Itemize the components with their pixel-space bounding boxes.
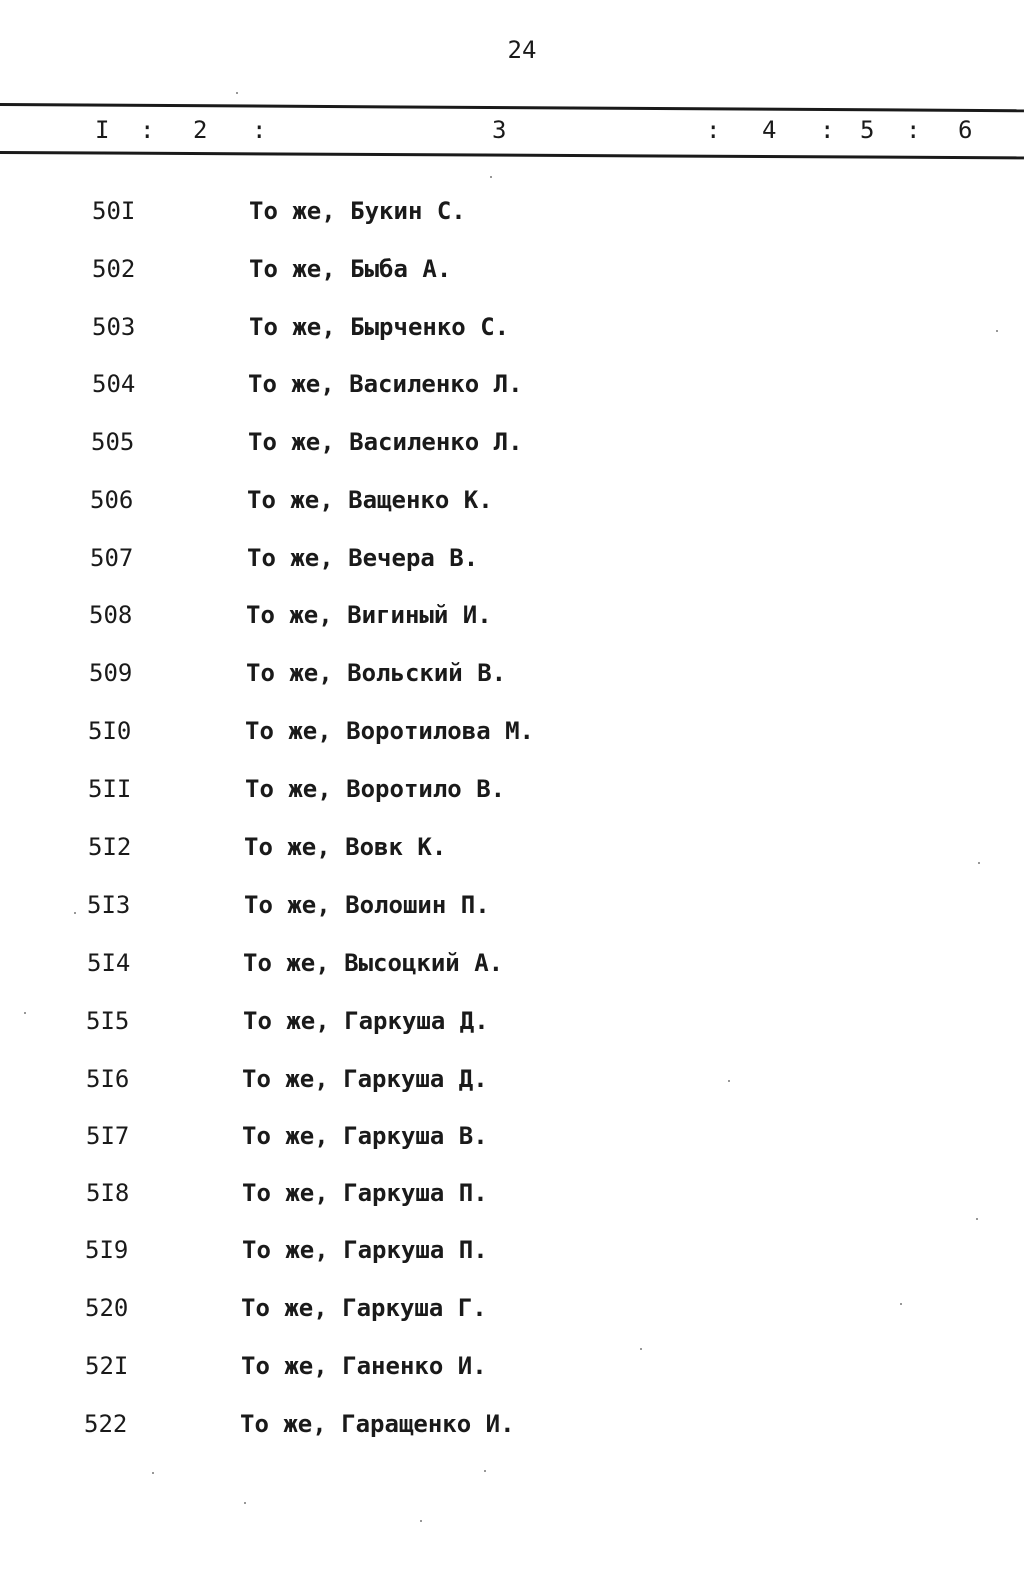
record-text: То же, Воротилова М.	[245, 717, 534, 745]
record-number: 502	[92, 255, 136, 283]
record-text: То же, Вигиный И.	[246, 601, 492, 629]
header-bottom-rule	[0, 151, 1024, 159]
list-item	[0, 1410, 1024, 1450]
column-header-2: 2	[193, 116, 208, 144]
record-number: 52I	[85, 1352, 129, 1380]
record-text: То же, Василенко Л.	[248, 428, 523, 456]
record-text: То же, Гаркуша Д.	[242, 1065, 488, 1093]
scan-speck	[490, 176, 492, 178]
scan-speck	[640, 1348, 642, 1350]
record-text: То же, Гаркуша Г.	[241, 1294, 487, 1322]
list-item	[0, 891, 1024, 931]
scan-speck	[900, 1303, 902, 1305]
record-number: 506	[90, 486, 134, 514]
list-item	[0, 1122, 1024, 1162]
record-number: 5I8	[86, 1179, 130, 1207]
list-item	[0, 1007, 1024, 1047]
scan-speck	[244, 1502, 246, 1504]
column-header-4: 4	[762, 116, 777, 144]
record-number: 505	[91, 428, 135, 456]
record-number: 503	[92, 313, 136, 341]
record-text: То же, Вольский В.	[246, 659, 507, 687]
column-header-1: I	[95, 116, 110, 144]
record-number: 5I3	[87, 891, 131, 919]
record-text: То же, Гаркуша Д.	[243, 1007, 489, 1035]
list-item	[0, 601, 1024, 641]
record-text: То же, Ващенко К.	[247, 486, 493, 514]
record-text: То же, Ганенко И.	[241, 1352, 487, 1380]
scan-speck	[978, 862, 980, 864]
record-number: 522	[84, 1410, 128, 1438]
record-text: То же, Высоцкий А.	[243, 949, 504, 977]
column-separator: :	[820, 116, 835, 144]
column-separator: :	[706, 116, 721, 144]
record-text: То же, Воротило В.	[245, 775, 506, 803]
record-text: То же, Быба А.	[249, 255, 452, 283]
list-item	[0, 370, 1024, 410]
record-number: 5I6	[86, 1065, 130, 1093]
scan-speck	[976, 1218, 978, 1220]
scan-speck	[24, 1012, 26, 1014]
list-item	[0, 197, 1024, 237]
record-number: 520	[85, 1294, 129, 1322]
record-number: 509	[89, 659, 133, 687]
scan-speck	[420, 1520, 422, 1522]
record-text: То же, Гаркуша П.	[242, 1236, 488, 1264]
column-header-6: 6	[958, 116, 973, 144]
list-item	[0, 1294, 1024, 1334]
list-item	[0, 1236, 1024, 1276]
record-text: То же, Гаркуша В.	[242, 1122, 488, 1150]
record-number: 5I5	[86, 1007, 130, 1035]
scan-speck	[484, 1470, 486, 1472]
record-number: 508	[89, 601, 133, 629]
record-number: 504	[92, 370, 136, 398]
list-item	[0, 428, 1024, 468]
scan-speck	[996, 330, 998, 332]
record-number: 5I4	[87, 949, 131, 977]
column-separator: :	[252, 116, 267, 144]
column-header-5: 5	[860, 116, 875, 144]
list-item	[0, 1352, 1024, 1392]
record-number: 5I9	[85, 1236, 129, 1264]
page-number: 24	[507, 36, 537, 64]
list-item	[0, 717, 1024, 757]
record-number: 5I0	[88, 717, 132, 745]
list-item	[0, 486, 1024, 526]
column-header-3: 3	[492, 116, 507, 144]
scan-speck	[152, 1472, 154, 1474]
scan-speck	[74, 912, 76, 914]
list-item	[0, 255, 1024, 295]
list-item	[0, 659, 1024, 699]
list-item	[0, 313, 1024, 353]
record-text: То же, Букин С.	[249, 197, 466, 225]
record-text: То же, Василенко Л.	[248, 370, 523, 398]
record-text: То же, Гаращенко И.	[240, 1410, 515, 1438]
record-number: 5II	[88, 775, 132, 803]
record-text: То же, Вечера В.	[247, 544, 479, 572]
column-separator: :	[906, 116, 921, 144]
record-number: 5I7	[86, 1122, 130, 1150]
record-text: То же, Волошин П.	[244, 891, 490, 919]
record-text: То же, Вовк К.	[244, 833, 447, 861]
record-text: То же, Бырченко С.	[249, 313, 510, 341]
header-top-rule	[0, 103, 1024, 112]
list-item	[0, 1065, 1024, 1105]
scan-speck	[236, 92, 238, 94]
record-number: 5I2	[88, 833, 132, 861]
column-separator: :	[140, 116, 155, 144]
scan-speck	[728, 1080, 730, 1082]
record-number: 50I	[92, 197, 136, 225]
record-number: 507	[90, 544, 134, 572]
list-item	[0, 775, 1024, 815]
list-item	[0, 544, 1024, 584]
list-item	[0, 1179, 1024, 1219]
list-item	[0, 949, 1024, 989]
list-item	[0, 833, 1024, 873]
record-text: То же, Гаркуша П.	[242, 1179, 488, 1207]
